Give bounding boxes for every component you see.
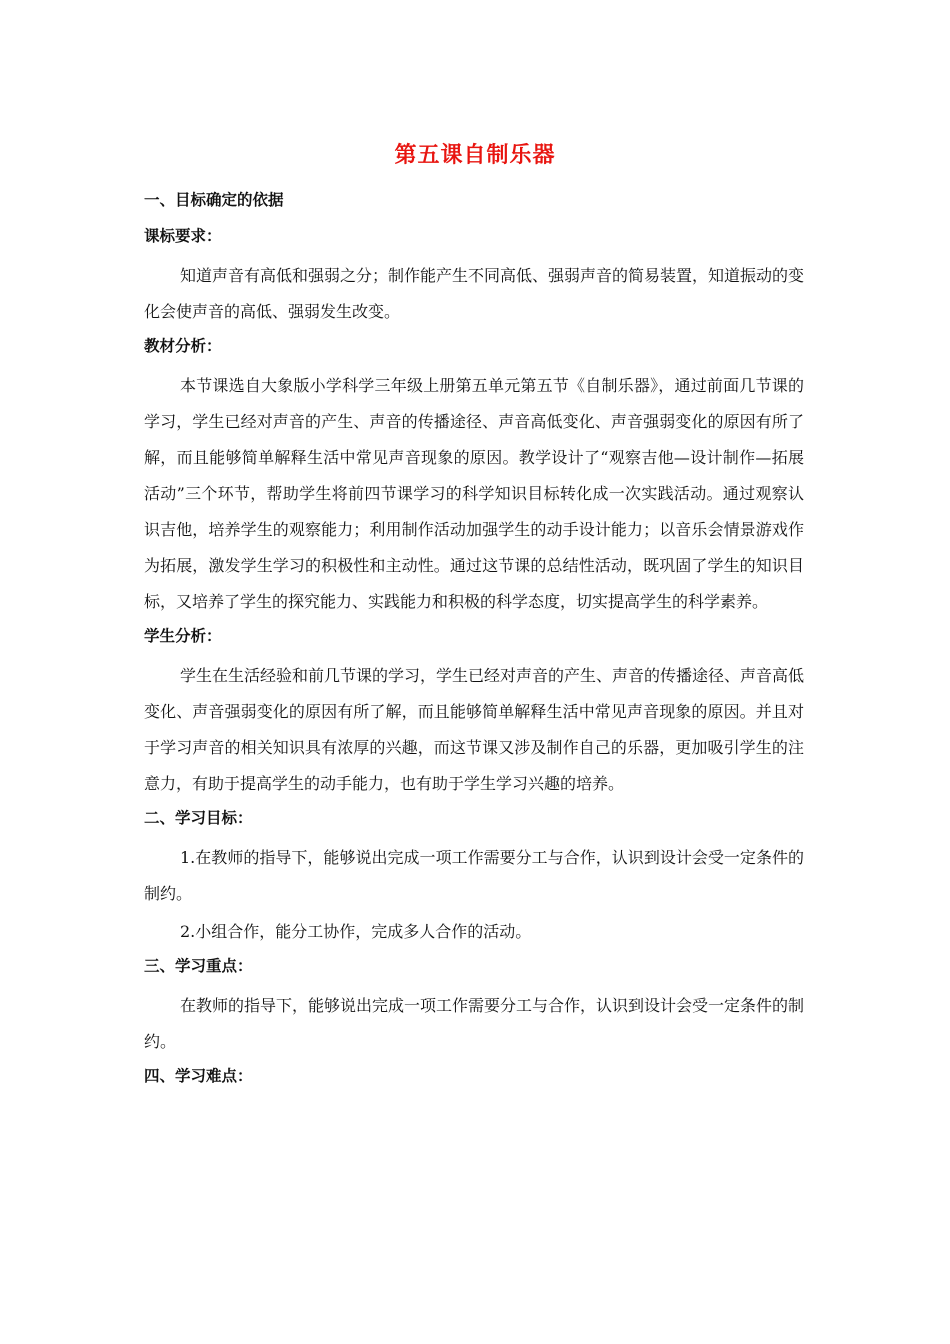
paragraph-curriculum-requirements: 知道声音有高低和强弱之分；制作能产生不同高低、强弱声音的简易装置，知道振动的变化会使声音的高低、强弱发生改变。	[144, 266, 805, 321]
section-heading-difficulties: 四、学习难点：	[144, 1067, 253, 1085]
paragraph-key-points: 在教师的指导下，能够说出完成一项工作需要分工与合作，认识到设计会受一定条件的制约。	[144, 996, 805, 1051]
paragraph-student-analysis: 学生在生活经验和前几节课的学习，学生已经对声音的产生、声音的传播途径、声音高低变化、声音强弱变化的原因有所了解，而且能够简单解释生活中常见声音现象的原因。并且对于学习声音的相关知识具有浓厚的兴趣，而这节课又涉及制作自己的乐器，更加吸引学生的注意力，有助于提高学生的动手能力，也有助于学生学习兴趣的培养。	[144, 666, 805, 793]
goal-item-1: 1.在教师的指导下，能够说出完成一项工作需要分工与合作，认识到设计会受一定条件的制约。	[144, 848, 804, 903]
subheading-textbook-analysis: 教材分析：	[144, 337, 222, 355]
section-heading-key-points: 三、学习重点：	[144, 957, 253, 975]
section-heading-basis: 一、目标确定的依据	[144, 191, 284, 209]
goal-item-2: 2.小组合作，能分工协作，完成多人合作的活动。	[180, 922, 532, 941]
document-title: 第五课自制乐器	[394, 143, 556, 168]
section-heading-learning-goals: 二、学习目标：	[144, 809, 253, 827]
subheading-curriculum-requirements: 课标要求：	[144, 227, 222, 245]
subheading-student-analysis: 学生分析：	[144, 627, 222, 645]
paragraph-textbook-analysis: 本节课选自大象版小学科学三年级上册第五单元第五节《自制乐器》，通过前面几节课的学习，学生已经对声音的产生、声音的传播途径、声音高低变化、声音强弱变化的原因有所了解，而且能够简单解释生活中常见声音现象的原因。教学设计了“观察吉他—设计制作—拓展活动”三个环节，帮助学生将前四节课学习的科学知识目标转化成一次实践活动。通过观察认识吉他，培养学生的观察能力；利用制作活动加强学生的动手设计能力；以音乐会情景游戏作为拓展，激发学生学习的积极性和主动性。通过这节课的总结性活动，既巩固了学生的知识目标，又培养了学生的探究能力、实践能力和积极的科学态度，切实提高学生的科学素养。	[144, 376, 804, 611]
document-body	[144, 186, 804, 1098]
